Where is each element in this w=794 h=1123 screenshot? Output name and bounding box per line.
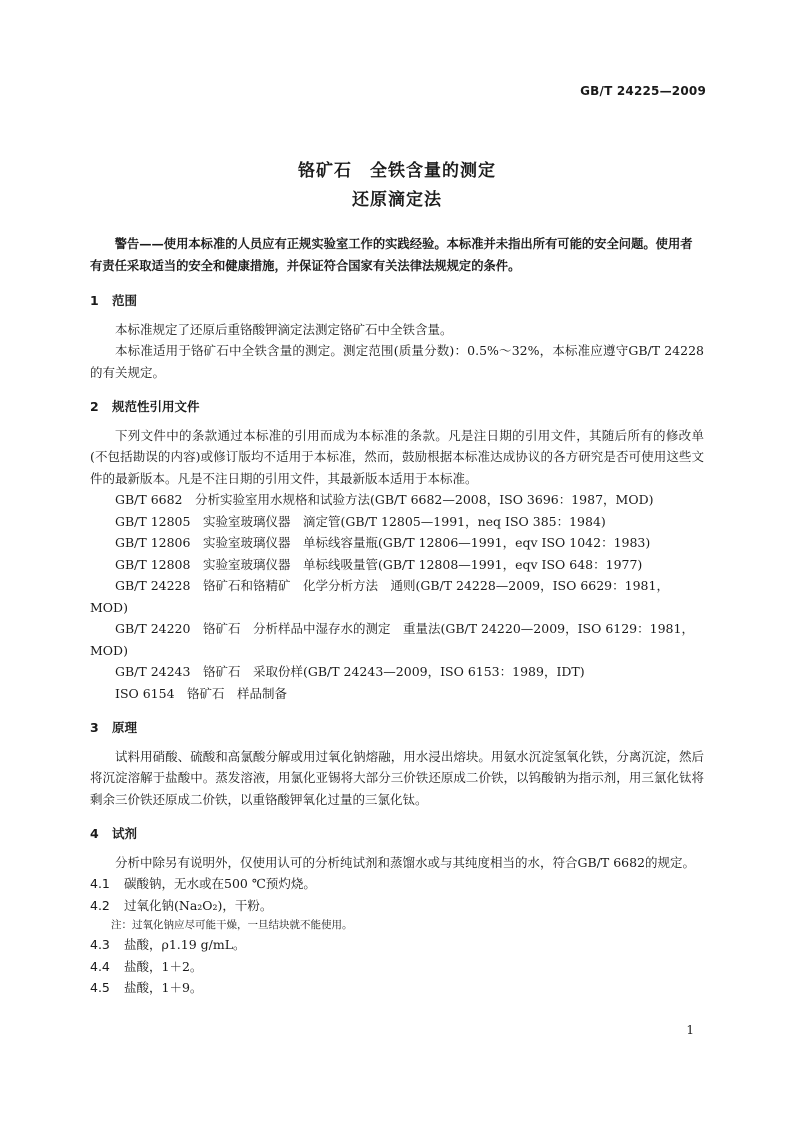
section-number: 3 <box>90 720 99 735</box>
references-intro-paragraph: 下列文件中的条款通过本标准的引用而成为本标准的条款。凡是注日期的引用文件，其随后所有的修改单(不包括勘误的内容)或修订版均不适用于本标准，然而，鼓励根据本标准达成协议的各方研究是否可使用这些文件的最新版本。凡是不注日期的引用文件，其最新版本适用于本标准。 <box>90 427 704 486</box>
reagent-item <box>90 895 704 917</box>
reagent-number: 4.4 <box>90 958 110 974</box>
reagent-number: 4.5 <box>90 980 110 995</box>
warning-paragraph: 警告——使用本标准的人员应有正规实验室工作的实践经验。本标准并未指出所有可能的安全问题。使用者有责任采取适当的安全和健康措施，并保证符合国家有关法律法规规定的条件。 <box>90 237 693 273</box>
document-title: 铬矿石 全铁含量的测定 <box>298 161 496 181</box>
reagent-text: 盐酸，1＋2。 <box>124 958 203 974</box>
reagents-intro-paragraph: 分析中除另有说明外，仅使用认可的分析纯试剂和蒸馏水或与其纯度相当的水，符合GB/T 6682的规定。 <box>115 854 696 870</box>
scope-paragraph-1: 本标准规定了还原后重铬酸钾滴定法测定铬矿石中全铁含量。 <box>115 321 453 337</box>
reagent-number: 4.3 <box>90 937 110 952</box>
reference-entry: GB/T 12808 实验室玻璃仪器 单标线吸量管(GB/T 12808—1991，eqv ISO 648：1977) <box>115 556 643 572</box>
reagent-text: 过氧化钠(Na₂O₂)，干粉。 <box>124 897 273 913</box>
document-subtitle: 还原滴定法 <box>352 190 442 210</box>
section-heading-principle <box>90 717 704 739</box>
section-number: 1 <box>90 293 99 308</box>
reference-entry: GB/T 12805 实验室玻璃仪器 滴定管(GB/T 12805—1991，neq ISO 385：1984) <box>115 513 606 529</box>
reference-entry: GB/T 12806 实验室玻璃仪器 单标线容量瓶(GB/T 12806—1991，eqv ISO 1042：1983) <box>115 535 651 550</box>
reagent-item <box>90 956 704 978</box>
page-number: 1 <box>686 1023 694 1037</box>
reference-entry: GB/T 6682 分析实验室用水规格和试验方法(GB/T 6682—2008，ISO 3696：1987，MOD) <box>115 492 654 507</box>
section-title: 试剂 <box>112 826 138 841</box>
reference-entry: ISO 6154 铬矿石 样品制备 <box>115 685 288 701</box>
reference-entry: GB/T 24228 铬矿石和铬精矿 化学分析方法 通则(GB/T 24228—2009，ISO 6629：1981，MOD) <box>90 578 669 615</box>
reagent-item <box>90 873 704 895</box>
scope-paragraph-2: 本标准适用于铬矿石中全铁含量的测定。测定范围(质量分数)：0.5%～32%，本标准应遵守GB/T 24228的有关规定。 <box>90 343 704 380</box>
section-number: 2 <box>90 399 99 414</box>
section-title: 规范性引用文件 <box>112 399 200 414</box>
reagent-text: 盐酸，ρ1.19 g/mL。 <box>124 937 246 952</box>
standard-code: GB/T 24225—2009 <box>580 84 706 98</box>
reagent-item <box>90 934 704 956</box>
section-heading-normative-references <box>90 396 704 418</box>
reagent-item <box>90 977 704 999</box>
section-heading-scope <box>90 290 704 312</box>
reagent-text: 碳酸钠，无水或在500 ℃预灼烧。 <box>124 876 316 891</box>
section-title: 原理 <box>112 720 138 735</box>
document-body <box>90 234 704 999</box>
section-number: 4 <box>90 826 99 841</box>
reagent-text: 盐酸，1＋9。 <box>124 980 203 995</box>
reagent-number: 4.1 <box>90 876 110 891</box>
reference-entry: GB/T 24220 铬矿石 分析样品中湿存水的测定 重量法(GB/T 24220—2009，ISO 6129：1981，MOD) <box>90 621 694 658</box>
section-heading-reagents <box>90 823 704 845</box>
principle-paragraph: 试料用硝酸、硫酸和高氯酸分解或用过氧化钠熔融，用水浸出熔块。用氨水沉淀氢氧化铁，分离沉淀，然后将沉淀溶解于盐酸中。蒸发溶液，用氯化亚锡将大部分三价铁还原成二价铁，以钨酸钠为指示剂，用三氯化钛将剩余三价铁还原成二价铁，以重铬酸钾氧化过量的三氯化钛。 <box>90 748 704 807</box>
section-title: 范围 <box>112 293 138 308</box>
reagent-number: 4.2 <box>90 897 110 913</box>
reference-entry: GB/T 24243 铬矿石 采取份样(GB/T 24243—2009，ISO 6153：1989，IDT) <box>115 664 585 679</box>
reagent-note: 注：过氧化钠应尽可能干燥，一旦结块就不能使用。 <box>111 919 353 931</box>
